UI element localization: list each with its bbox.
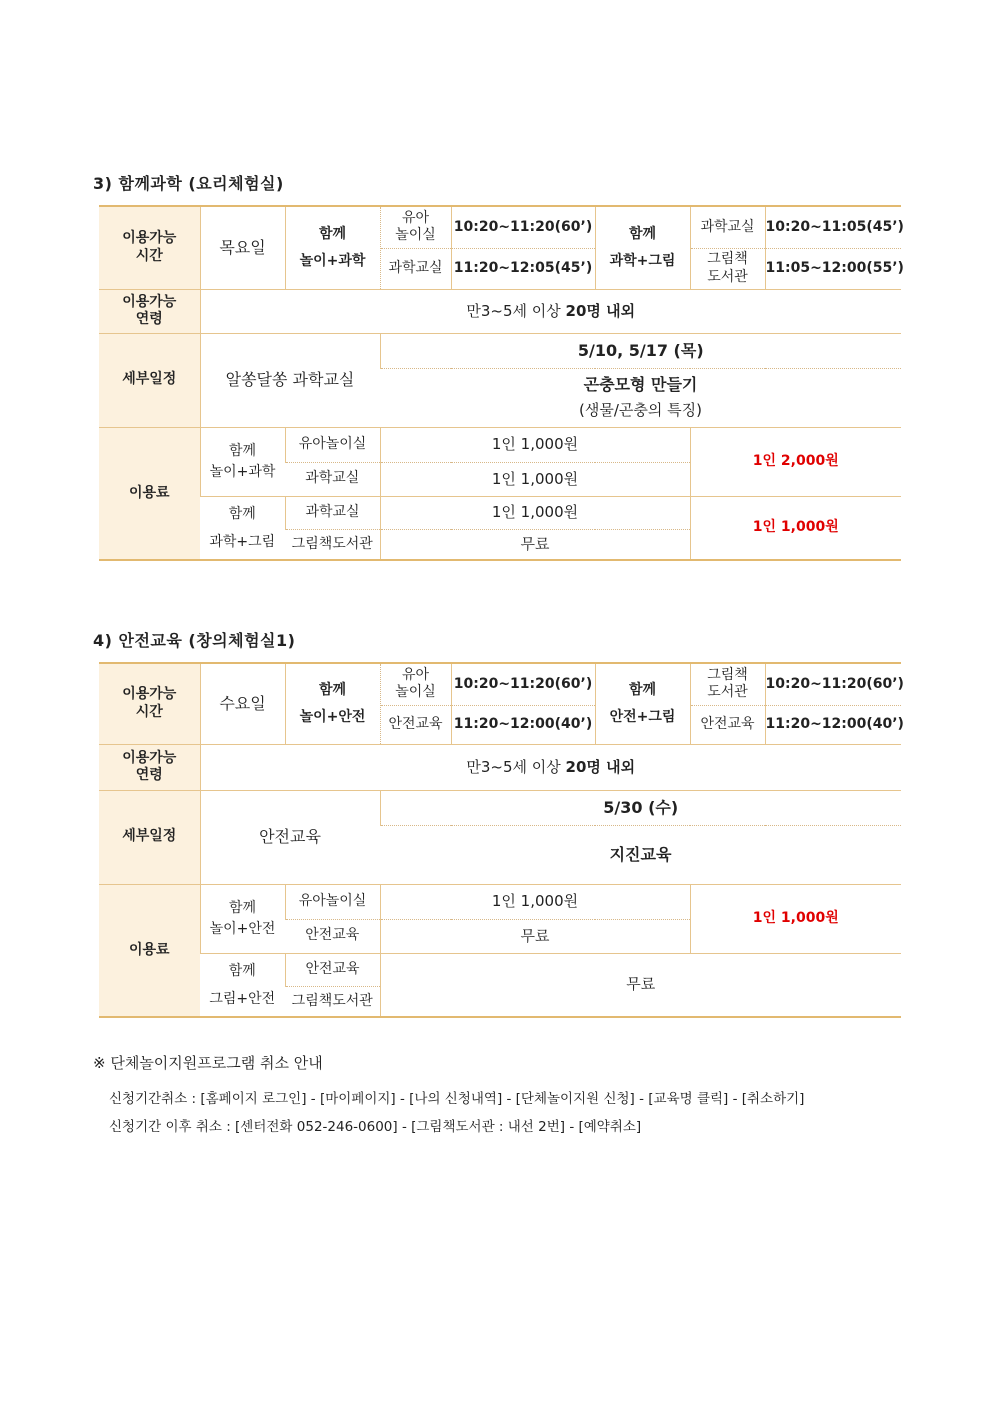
g1-room2: 과학교실 [285,462,380,496]
g2-room1: 안전교육 [285,953,380,986]
g1-fee2: 무료 [380,919,690,953]
schedule-detail [380,368,901,427]
g2-room1: 과학교실 [285,496,380,529]
fee-group1: 함께 놀이+과학 [200,427,285,496]
p2-time2: 11:05~12:00(55’) [765,248,901,289]
age-cell [200,289,901,333]
fee-group1: 함께 놀이+안전 [200,884,285,953]
day-cell: 목요일 [200,206,285,289]
section4-heading: 4) 안전교육 (창의체험실1) [93,631,296,650]
p1-time2: 11:20~12:00(40’) [451,705,595,744]
p1-room1: 유아 놀이실 [380,206,451,248]
age-capacity: 20명 내외 [565,757,636,776]
schedule-title: 안전교육 [200,790,380,884]
p2-room2: 그림책 도서관 [690,248,765,289]
schedule-label: 세부일정 [99,333,200,427]
p2-room1: 그림책 도서관 [690,663,765,705]
g2-total: 무료 [380,953,901,1017]
g2-room2: 그림책도서관 [285,986,380,1017]
cancel-notice-title: ※ 단체놀이지원프로그램 취소 안내 [93,1054,323,1072]
age-capacity: 20명 내외 [565,301,636,320]
cancel-notice [93,1052,804,1135]
age-label: 이용가능 연령 [99,744,200,790]
g1-room1: 유아놀이실 [285,427,380,462]
schedule-sub: (생물/곤충의 특징) [579,401,702,420]
g2-room2: 그림책도서관 [285,529,380,560]
cancel-notice-line2: 신청기간 이후 취소 : [센터전화 052-246-0600] - [그림책도서관 : 내선 2번] - [예약취소] [109,1119,642,1135]
section3-heading: 3) 함께과학 (요리체험실) [93,174,284,193]
program1-name: 함께 놀이+과학 [285,206,380,289]
science-program-table [99,205,904,561]
g1-fee1: 1인 1,000원 [380,884,690,919]
age-text: 만3~5세 이상 [466,301,561,320]
schedule-dates: 5/30 (수) [380,790,901,825]
p2-room1: 과학교실 [690,206,765,248]
schedule-dates: 5/10, 5/17 (목) [380,333,901,368]
cancel-notice-line1: 신청기간취소 : [홈페이지 로그인] - [마이페이지] - [나의 신청내역] - [단체놀이지원 신청] - [교육명 클릭] - [취소하기] [109,1091,805,1107]
age-text: 만3~5세 이상 [466,757,561,776]
age-cell [200,744,901,790]
p1-room2: 과학교실 [380,248,451,289]
fee-group2: 함께 그림+안전 [200,953,285,1017]
g1-fee2: 1인 1,000원 [380,462,690,496]
g1-room1: 유아놀이실 [285,884,380,919]
p2-time2: 11:20~12:00(40’) [765,705,901,744]
g1-fee1: 1인 1,000원 [380,427,690,462]
g2-total: 1인 1,000원 [690,496,901,560]
safety-program-table [99,662,904,1018]
day-cell: 수요일 [200,663,285,744]
g1-room2: 안전교육 [285,919,380,953]
p1-room2: 안전교육 [380,705,451,744]
age-label: 이용가능 연령 [99,289,200,333]
g1-total: 1인 2,000원 [690,427,901,496]
schedule-topic: 곤충모형 만들기 [583,375,698,395]
schedule-title: 알쏭달쏭 과학교실 [200,333,380,427]
g2-fee1: 1인 1,000원 [380,496,690,529]
g1-total: 1인 1,000원 [690,884,901,953]
p1-time1: 10:20~11:20(60’) [451,663,595,705]
p2-room2: 안전교육 [690,705,765,744]
p1-time2: 11:20~12:05(45’) [451,248,595,289]
p1-room1: 유아 놀이실 [380,663,451,705]
hours-label: 이용가능 시간 [99,206,200,289]
p1-time1: 10:20~11:20(60’) [451,206,595,248]
schedule-topic: 지진교육 [380,825,901,884]
fee-label: 이용료 [99,427,200,560]
p2-time1: 10:20~11:20(60’) [765,663,901,705]
hours-label: 이용가능 시간 [99,663,200,744]
program2-name: 함께 과학+그림 [595,206,690,289]
program2-name: 함께 안전+그림 [595,663,690,744]
g2-fee2: 무료 [380,529,690,560]
schedule-label: 세부일정 [99,790,200,884]
program1-name: 함께 놀이+안전 [285,663,380,744]
p2-time1: 10:20~11:05(45’) [765,206,901,248]
fee-label: 이용료 [99,884,200,1017]
fee-group2: 함께 과학+그림 [200,496,285,560]
